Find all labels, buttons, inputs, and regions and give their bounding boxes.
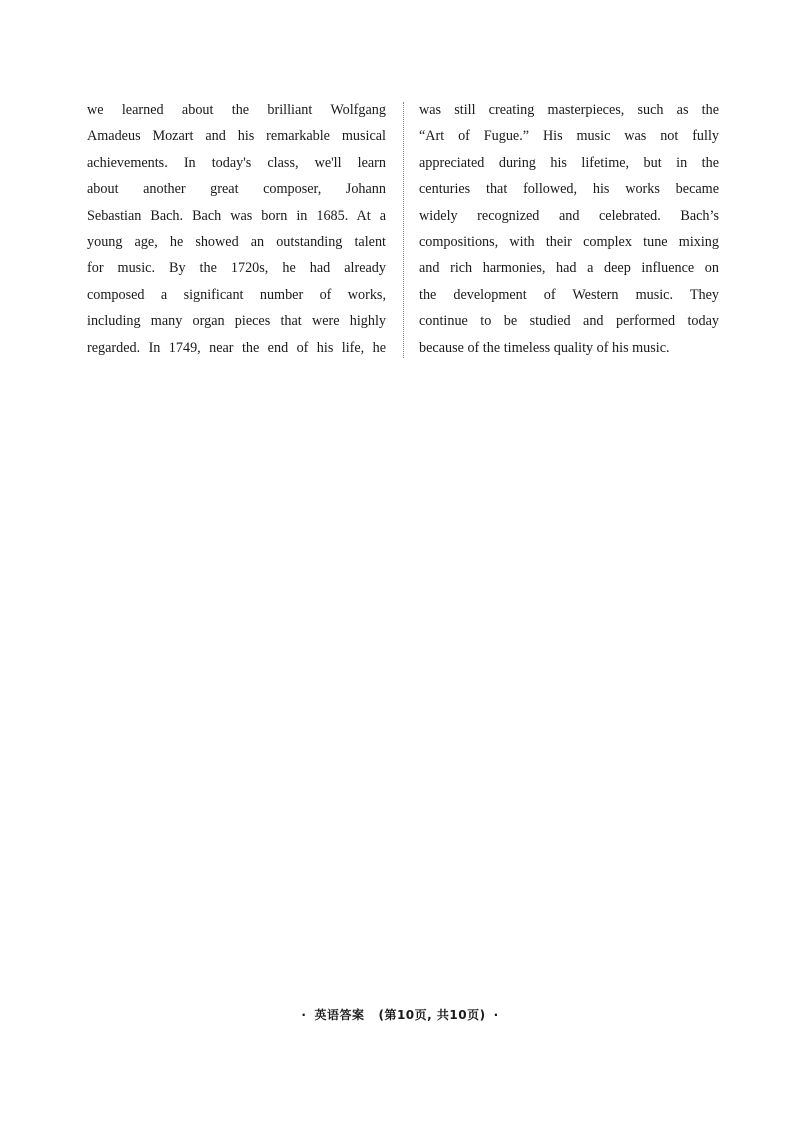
footer-subject: 英语答案 [314, 1008, 365, 1022]
text-line: regarded. In 1749, near the end of his life, he [87, 339, 386, 356]
text-line: about another great composer, Johann [87, 181, 386, 198]
text-line: Sebastian Bach. Bach was born in 1685. At a [87, 207, 386, 224]
text-line: “Art of Fugue.” His music was not fully [419, 128, 719, 145]
footer-page-info: (第10页, 共10页) [378, 1008, 486, 1022]
footer-bullet: · [493, 1008, 499, 1022]
text-line: compositions, with their complex tune mixing [419, 233, 719, 250]
left-text-column [87, 97, 386, 361]
text-line: composed a significant number of works, [87, 286, 386, 303]
column-divider [403, 102, 404, 358]
text-line: young age, he showed an outstanding talent [87, 233, 386, 250]
text-line: for music. By the 1720s, he had already [87, 260, 386, 277]
text-line: continue to be studied and performed today [419, 313, 719, 330]
text-line: because of the timeless quality of his music. [419, 339, 670, 356]
page-footer [0, 1006, 800, 1023]
text-line: appreciated during his lifetime, but in the [419, 154, 719, 171]
text-line: including many organ pieces that were highly [87, 313, 386, 330]
text-line: was still creating masterpieces, such as the [419, 102, 719, 118]
footer-bullet: · [301, 1008, 307, 1022]
right-text-column [419, 97, 719, 361]
text-line: we learned about the brilliant Wolfgang [87, 102, 386, 118]
text-line: Amadeus Mozart and his remarkable musical [87, 128, 386, 145]
text-line: and rich harmonies, had a deep influence on [419, 260, 719, 277]
text-line: centuries that followed, his works became [419, 181, 719, 198]
text-line: achievements. In today's class, we'll learn [87, 154, 386, 171]
text-line: widely recognized and celebrated. Bach’s [419, 207, 719, 224]
text-line: the development of Western music. They [419, 286, 719, 303]
